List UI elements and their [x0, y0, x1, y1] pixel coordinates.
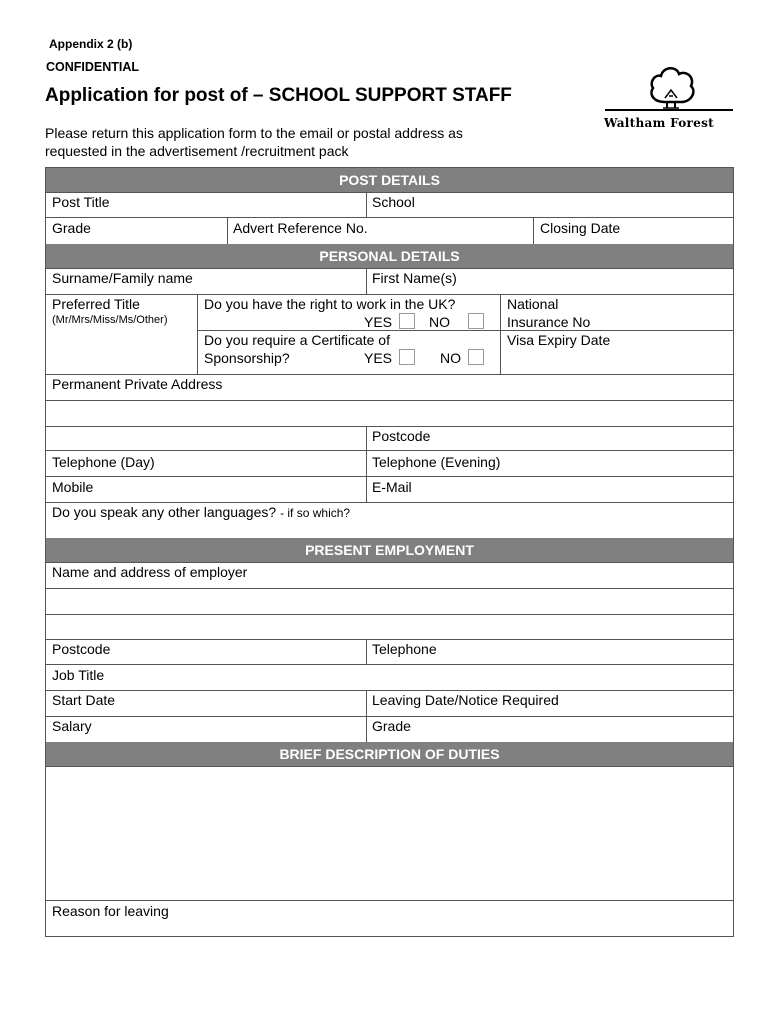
languages-field[interactable] [52, 504, 350, 520]
employment-grade-field[interactable]: Grade [372, 718, 411, 734]
grade-field[interactable]: Grade [52, 220, 91, 236]
languages-question: Do you speak any other languages? [52, 504, 277, 520]
sponsorship-question-line-1: Do you require a Certificate of [204, 332, 390, 348]
appendix-label: Appendix 2 (b) [49, 37, 133, 51]
right-to-work-yes-label: YES [364, 314, 393, 330]
present-employment-heading: PRESENT EMPLOYMENT [46, 538, 733, 562]
instructions-line-2: requested in the advertisement /recruitment pack [45, 143, 349, 159]
employer-field[interactable]: Name and address of employer [52, 564, 248, 580]
confidential-label: CONFIDENTIAL [46, 60, 140, 74]
post-title-field[interactable]: Post Title [52, 194, 110, 210]
application-form [45, 167, 734, 937]
duties-heading: BRIEF DESCRIPTION OF DUTIES [46, 742, 733, 766]
logo-text: Waltham Forest [604, 116, 715, 130]
preferred-title-field[interactable]: Preferred Title [52, 296, 140, 312]
sponsorship-yes-checkbox[interactable] [399, 349, 415, 365]
page-title: Application for post of – SCHOOL SUPPORT STAFF [45, 85, 512, 106]
instructions-text [45, 124, 545, 160]
permanent-address-field[interactable]: Permanent Private Address [52, 376, 223, 392]
ni-number-field[interactable]: Insurance No [507, 314, 591, 330]
telephone-evening-field[interactable]: Telephone (Evening) [372, 454, 501, 470]
school-field[interactable]: School [372, 194, 415, 210]
telephone-day-field[interactable]: Telephone (Day) [52, 454, 155, 470]
right-to-work-no-checkbox[interactable] [468, 313, 484, 329]
sponsorship-question-line-2: Sponsorship? [204, 350, 290, 366]
email-field[interactable]: E-Mail [372, 479, 412, 495]
sponsorship-no-checkbox[interactable] [468, 349, 484, 365]
mobile-field[interactable]: Mobile [52, 479, 94, 495]
job-title-field[interactable]: Job Title [52, 667, 105, 683]
instructions-line-1: Please return this application form to the email or postal address as [45, 125, 463, 141]
reason-for-leaving-field[interactable]: Reason for leaving [52, 903, 169, 919]
right-to-work-no-label: NO [429, 314, 450, 330]
personal-details-heading: PERSONAL DETAILS [46, 244, 733, 268]
sponsorship-yes-label: YES [364, 350, 393, 366]
salary-field[interactable]: Salary [52, 718, 92, 734]
postcode-field[interactable]: Postcode [372, 428, 431, 444]
preferred-title-options: (Mr/Mrs/Miss/Ms/Other) [52, 314, 168, 326]
employer-postcode-field[interactable]: Postcode [52, 641, 111, 657]
first-names-field[interactable]: First Name(s) [372, 270, 457, 286]
employer-telephone-field[interactable]: Telephone [372, 641, 437, 657]
right-to-work-question: Do you have the right to work in the UK? [204, 296, 456, 312]
sponsorship-no-label: NO [440, 350, 461, 366]
right-to-work-yes-checkbox[interactable] [399, 313, 415, 329]
start-date-field[interactable]: Start Date [52, 692, 116, 708]
post-details-heading: POST DETAILS [46, 168, 733, 192]
leaving-date-field[interactable]: Leaving Date/Notice Required [372, 692, 559, 708]
closing-date-field[interactable]: Closing Date [540, 220, 621, 236]
visa-expiry-field[interactable]: Visa Expiry Date [507, 332, 611, 348]
ni-label-line-1: National [507, 296, 559, 312]
languages-hint: - if so which? [280, 506, 351, 520]
surname-field[interactable]: Surname/Family name [52, 270, 193, 286]
advert-reference-field[interactable]: Advert Reference No. [233, 220, 368, 236]
duties-textarea[interactable] [46, 767, 733, 900]
